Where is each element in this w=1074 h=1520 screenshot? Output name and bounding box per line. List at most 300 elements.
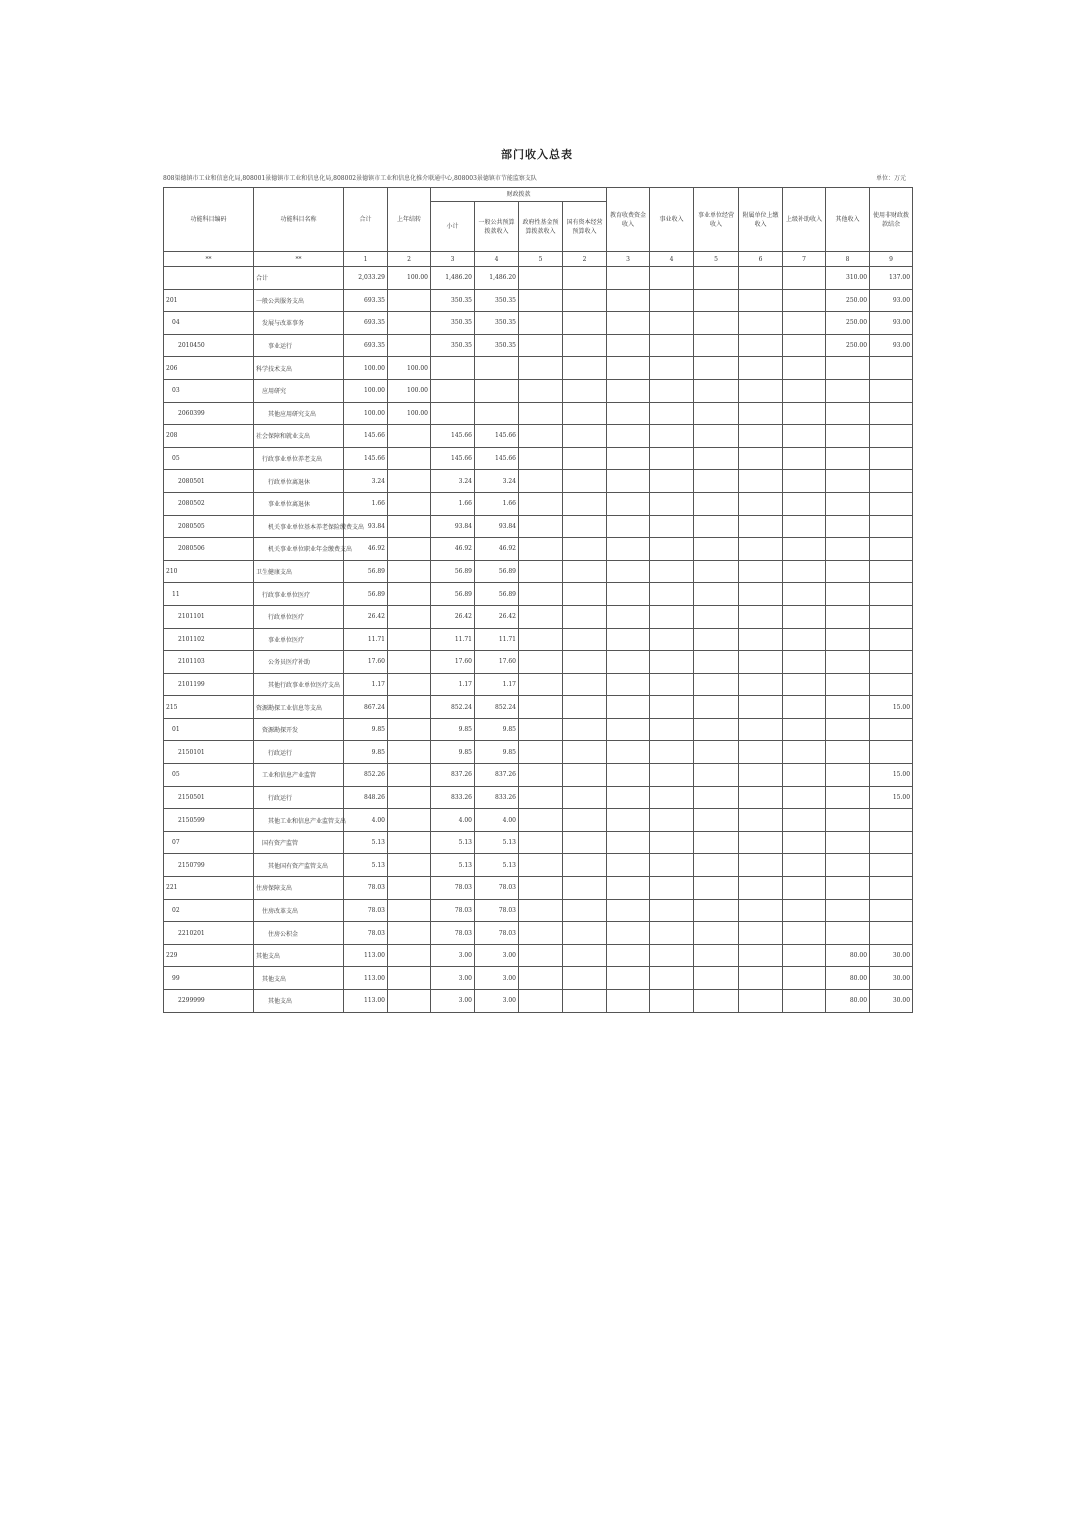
nonfiscal-cell: 30.00	[870, 990, 913, 1013]
empty-cell	[739, 267, 783, 290]
empty-cell	[739, 651, 783, 674]
empty-cell	[563, 470, 607, 493]
other-cell	[826, 809, 870, 832]
name-cell: 卫生健康支出	[254, 560, 344, 583]
empty-cell	[519, 605, 563, 628]
subtotal-cell: 5.13	[431, 854, 475, 877]
empty-cell	[607, 922, 650, 945]
nonfiscal-cell: 30.00	[870, 967, 913, 990]
empty-cell	[694, 990, 739, 1013]
empty-cell	[650, 696, 694, 719]
code-cell: 2101103	[164, 651, 254, 674]
empty-cell	[607, 538, 650, 561]
total-cell: 693.35	[344, 312, 388, 335]
nonfiscal-cell	[870, 899, 913, 922]
name-cell: 行政运行	[254, 786, 344, 809]
empty-cell	[739, 718, 783, 741]
code-cell: 210	[164, 560, 254, 583]
empty-cell	[783, 809, 826, 832]
general-cell: 5.13	[475, 854, 519, 877]
empty-cell	[607, 583, 650, 606]
header-subtotal: 小计	[431, 202, 475, 252]
name-cell: 发展与改革事务	[254, 312, 344, 335]
nonfiscal-cell	[870, 877, 913, 900]
empty-cell	[739, 967, 783, 990]
empty-cell	[650, 379, 694, 402]
other-cell	[826, 899, 870, 922]
other-cell	[826, 764, 870, 787]
total-cell: 5.13	[344, 831, 388, 854]
empty-cell	[519, 560, 563, 583]
general-cell: 350.35	[475, 334, 519, 357]
code-cell: 01	[164, 718, 254, 741]
empty-cell	[563, 583, 607, 606]
header-total: 合计	[344, 188, 388, 252]
carry-cell	[388, 628, 431, 651]
general-cell: 4.00	[475, 809, 519, 832]
empty-cell	[519, 764, 563, 787]
general-cell: 145.66	[475, 425, 519, 448]
general-cell: 46.92	[475, 538, 519, 561]
empty-cell	[519, 944, 563, 967]
name-cell: 事业单位离退休	[254, 492, 344, 515]
empty-cell	[519, 899, 563, 922]
table-row	[164, 560, 913, 583]
table-row	[164, 447, 913, 470]
empty-cell	[783, 877, 826, 900]
empty-cell	[694, 357, 739, 380]
empty-cell	[519, 583, 563, 606]
total-cell: 100.00	[344, 357, 388, 380]
other-cell	[826, 922, 870, 945]
code-cell: 2101101	[164, 605, 254, 628]
name-cell: 住房公积金	[254, 922, 344, 945]
other-cell	[826, 379, 870, 402]
nonfiscal-cell	[870, 741, 913, 764]
name-cell: 其他行政事业单位医疗支出	[254, 673, 344, 696]
total-cell: 145.66	[344, 447, 388, 470]
empty-cell	[783, 515, 826, 538]
empty-cell	[650, 899, 694, 922]
empty-cell	[783, 741, 826, 764]
code-cell: 03	[164, 379, 254, 402]
empty-cell	[650, 560, 694, 583]
empty-cell	[694, 447, 739, 470]
empty-cell	[739, 289, 783, 312]
empty-cell	[607, 696, 650, 719]
subtotal-cell: 350.35	[431, 289, 475, 312]
table-row	[164, 289, 913, 312]
total-cell: 2,033.29	[344, 267, 388, 290]
empty-cell	[563, 673, 607, 696]
empty-cell	[739, 538, 783, 561]
empty-cell	[694, 673, 739, 696]
empty-cell	[519, 786, 563, 809]
code-cell: 11	[164, 583, 254, 606]
general-cell: 93.84	[475, 515, 519, 538]
subtotal-cell: 46.92	[431, 538, 475, 561]
subtotal-cell: 78.03	[431, 899, 475, 922]
nonfiscal-cell: 15.00	[870, 786, 913, 809]
empty-cell	[519, 402, 563, 425]
table-row	[164, 492, 913, 515]
code-cell: 2080505	[164, 515, 254, 538]
header-code: 功能科目编码	[164, 188, 254, 252]
name-cell: 合计	[254, 267, 344, 290]
empty-cell	[783, 854, 826, 877]
empty-cell	[650, 605, 694, 628]
carry-cell	[388, 786, 431, 809]
empty-cell	[694, 379, 739, 402]
empty-cell	[650, 583, 694, 606]
empty-cell	[519, 673, 563, 696]
name-cell: 国有资产监管	[254, 831, 344, 854]
other-cell	[826, 515, 870, 538]
code-cell: 221	[164, 877, 254, 900]
subtotal-cell: 3.00	[431, 944, 475, 967]
empty-cell	[519, 718, 563, 741]
subtotal-cell: 350.35	[431, 334, 475, 357]
empty-cell	[650, 922, 694, 945]
header-general: 一般公共预算拨款收入	[475, 202, 519, 252]
nonfiscal-cell	[870, 583, 913, 606]
empty-cell	[783, 605, 826, 628]
nonfiscal-cell	[870, 854, 913, 877]
empty-cell	[519, 492, 563, 515]
empty-cell	[607, 515, 650, 538]
total-cell: 4.00	[344, 809, 388, 832]
empty-cell	[563, 764, 607, 787]
empty-cell	[607, 560, 650, 583]
subtotal-cell: 4.00	[431, 809, 475, 832]
empty-cell	[607, 967, 650, 990]
subtotal-cell: 3.00	[431, 990, 475, 1013]
empty-cell	[739, 899, 783, 922]
other-cell: 80.00	[826, 944, 870, 967]
empty-cell	[694, 922, 739, 945]
empty-cell	[783, 538, 826, 561]
empty-cell	[783, 990, 826, 1013]
empty-cell	[519, 967, 563, 990]
carry-cell	[388, 605, 431, 628]
total-cell: 100.00	[344, 379, 388, 402]
total-cell: 56.89	[344, 560, 388, 583]
name-cell: 住房保障支出	[254, 877, 344, 900]
subtotal-cell: 1.17	[431, 673, 475, 696]
empty-cell	[650, 718, 694, 741]
total-cell: 145.66	[344, 425, 388, 448]
subtotal-cell: 833.26	[431, 786, 475, 809]
empty-cell	[783, 899, 826, 922]
empty-cell	[519, 854, 563, 877]
subtotal-cell: 837.26	[431, 764, 475, 787]
empty-cell	[519, 425, 563, 448]
table-row	[164, 402, 913, 425]
nonfiscal-cell	[870, 605, 913, 628]
total-cell: 848.26	[344, 786, 388, 809]
carry-cell	[388, 583, 431, 606]
carry-cell	[388, 809, 431, 832]
name-cell: 其他支出	[254, 944, 344, 967]
empty-cell	[694, 741, 739, 764]
empty-cell	[739, 560, 783, 583]
empty-cell	[694, 515, 739, 538]
empty-cell	[694, 967, 739, 990]
general-cell: 3.00	[475, 967, 519, 990]
table-row	[164, 357, 913, 380]
empty-cell	[783, 673, 826, 696]
empty-cell	[650, 402, 694, 425]
empty-cell	[519, 447, 563, 470]
empty-cell	[694, 718, 739, 741]
other-cell	[826, 583, 870, 606]
empty-cell	[650, 673, 694, 696]
empty-cell	[694, 854, 739, 877]
general-cell: 78.03	[475, 877, 519, 900]
code-cell: 07	[164, 831, 254, 854]
general-cell: 833.26	[475, 786, 519, 809]
empty-cell	[739, 470, 783, 493]
name-cell: 其他应用研究支出	[254, 402, 344, 425]
empty-cell	[563, 831, 607, 854]
empty-cell	[739, 854, 783, 877]
subtotal-cell: 9.85	[431, 718, 475, 741]
other-cell	[826, 628, 870, 651]
nonfiscal-cell	[870, 357, 913, 380]
subtotal-cell: 17.60	[431, 651, 475, 674]
empty-cell	[607, 831, 650, 854]
name-cell: 社会保障和就业支出	[254, 425, 344, 448]
empty-cell	[563, 944, 607, 967]
total-cell: 9.85	[344, 741, 388, 764]
nonfiscal-cell: 30.00	[870, 944, 913, 967]
empty-cell	[694, 831, 739, 854]
total-cell: 26.42	[344, 605, 388, 628]
nonfiscal-cell: 93.00	[870, 334, 913, 357]
general-cell: 1.66	[475, 492, 519, 515]
subtotal-cell: 26.42	[431, 605, 475, 628]
empty-cell	[650, 447, 694, 470]
other-cell: 250.00	[826, 312, 870, 335]
general-cell: 56.89	[475, 583, 519, 606]
nonfiscal-cell: 15.00	[870, 764, 913, 787]
general-cell: 17.60	[475, 651, 519, 674]
empty-cell	[519, 651, 563, 674]
total-cell: 113.00	[344, 967, 388, 990]
carry-cell	[388, 718, 431, 741]
general-cell: 1,486.20	[475, 267, 519, 290]
empty-cell	[739, 990, 783, 1013]
table-row	[164, 583, 913, 606]
empty-cell	[694, 538, 739, 561]
general-cell: 26.42	[475, 605, 519, 628]
empty-cell	[650, 741, 694, 764]
code-cell: 2150799	[164, 854, 254, 877]
subtotal-cell	[431, 379, 475, 402]
other-cell	[826, 786, 870, 809]
empty-cell	[519, 628, 563, 651]
carry-cell	[388, 538, 431, 561]
name-cell: 行政单位离退休	[254, 470, 344, 493]
empty-cell	[783, 922, 826, 945]
subtotal-cell: 145.66	[431, 425, 475, 448]
subtotal-cell: 1,486.20	[431, 267, 475, 290]
carry-cell	[388, 515, 431, 538]
empty-cell	[519, 289, 563, 312]
name-cell: 行政单位医疗	[254, 605, 344, 628]
empty-cell	[694, 402, 739, 425]
code-cell: 2080501	[164, 470, 254, 493]
empty-cell	[694, 267, 739, 290]
table-row	[164, 922, 913, 945]
table-row	[164, 944, 913, 967]
empty-cell	[607, 605, 650, 628]
other-cell	[826, 696, 870, 719]
subtotal-cell	[431, 357, 475, 380]
code-cell: 2060399	[164, 402, 254, 425]
empty-cell	[650, 854, 694, 877]
name-cell: 公务员医疗补助	[254, 651, 344, 674]
empty-cell	[563, 922, 607, 945]
total-cell: 56.89	[344, 583, 388, 606]
name-cell: 一般公共服务支出	[254, 289, 344, 312]
table-row	[164, 673, 913, 696]
empty-cell	[783, 967, 826, 990]
empty-cell	[607, 289, 650, 312]
empty-cell	[694, 492, 739, 515]
carry-cell	[388, 492, 431, 515]
empty-cell	[739, 922, 783, 945]
empty-cell	[694, 786, 739, 809]
empty-cell	[519, 312, 563, 335]
header-nonfiscal: 使用非财政拨款结余	[870, 188, 913, 252]
index-cell: **	[164, 252, 254, 267]
header-gov-fund: 政府性基金预算拨款收入	[519, 202, 563, 252]
other-cell	[826, 651, 870, 674]
empty-cell	[739, 809, 783, 832]
general-cell: 145.66	[475, 447, 519, 470]
general-cell	[475, 379, 519, 402]
general-cell: 11.71	[475, 628, 519, 651]
empty-cell	[783, 425, 826, 448]
other-cell	[826, 741, 870, 764]
table-row	[164, 470, 913, 493]
header-edu: 教育收费资金收入	[607, 188, 650, 252]
index-cell: 8	[826, 252, 870, 267]
nonfiscal-cell	[870, 718, 913, 741]
carry-cell	[388, 944, 431, 967]
other-cell: 250.00	[826, 289, 870, 312]
empty-cell	[650, 967, 694, 990]
empty-cell	[650, 312, 694, 335]
empty-cell	[563, 809, 607, 832]
subtotal-cell: 78.03	[431, 877, 475, 900]
total-cell: 693.35	[344, 334, 388, 357]
code-cell: 2150501	[164, 786, 254, 809]
empty-cell	[739, 877, 783, 900]
empty-cell	[519, 470, 563, 493]
empty-cell	[607, 628, 650, 651]
name-cell: 住房改革支出	[254, 899, 344, 922]
empty-cell	[739, 515, 783, 538]
empty-cell	[563, 877, 607, 900]
general-cell: 3.00	[475, 944, 519, 967]
nonfiscal-cell	[870, 831, 913, 854]
general-cell: 56.89	[475, 560, 519, 583]
name-cell: 其他工业和信息产业监管支出	[254, 809, 344, 832]
index-cell: 9	[870, 252, 913, 267]
table-row	[164, 809, 913, 832]
name-cell: 事业运行	[254, 334, 344, 357]
empty-cell	[519, 741, 563, 764]
subtotal-cell: 3.24	[431, 470, 475, 493]
code-cell: 2299999	[164, 990, 254, 1013]
other-cell: 80.00	[826, 990, 870, 1013]
empty-cell	[783, 560, 826, 583]
name-cell: 机关事业单位基本养老保险缴费支出	[254, 515, 344, 538]
empty-cell	[650, 809, 694, 832]
total-cell: 1.17	[344, 673, 388, 696]
code-cell: 99	[164, 967, 254, 990]
other-cell	[826, 560, 870, 583]
name-cell: 资源勘探开发	[254, 718, 344, 741]
empty-cell	[783, 696, 826, 719]
empty-cell	[563, 786, 607, 809]
empty-cell	[519, 696, 563, 719]
empty-cell	[694, 944, 739, 967]
carry-cell	[388, 673, 431, 696]
empty-cell	[783, 786, 826, 809]
empty-cell	[563, 967, 607, 990]
table-row	[164, 379, 913, 402]
carry-cell	[388, 877, 431, 900]
subtotal-cell: 145.66	[431, 447, 475, 470]
empty-cell	[694, 560, 739, 583]
header-fiscal-group: 财政拨款	[431, 188, 607, 202]
code-cell: 05	[164, 764, 254, 787]
empty-cell	[563, 289, 607, 312]
empty-cell	[694, 696, 739, 719]
table-row	[164, 515, 913, 538]
code-cell: 2010450	[164, 334, 254, 357]
empty-cell	[519, 809, 563, 832]
table-row	[164, 967, 913, 990]
empty-cell	[563, 899, 607, 922]
empty-cell	[607, 673, 650, 696]
empty-cell	[519, 267, 563, 290]
carry-cell	[388, 741, 431, 764]
general-cell: 852.24	[475, 696, 519, 719]
empty-cell	[563, 334, 607, 357]
empty-cell	[607, 651, 650, 674]
code-cell: 2080502	[164, 492, 254, 515]
empty-cell	[694, 764, 739, 787]
empty-cell	[563, 447, 607, 470]
total-cell: 11.71	[344, 628, 388, 651]
empty-cell	[739, 357, 783, 380]
table-row	[164, 334, 913, 357]
empty-cell	[563, 402, 607, 425]
empty-cell	[650, 651, 694, 674]
empty-cell	[694, 628, 739, 651]
empty-cell	[607, 809, 650, 832]
table-row	[164, 854, 913, 877]
code-cell	[164, 267, 254, 290]
table-row	[164, 764, 913, 787]
total-cell: 113.00	[344, 944, 388, 967]
empty-cell	[783, 583, 826, 606]
carry-cell: 100.00	[388, 379, 431, 402]
